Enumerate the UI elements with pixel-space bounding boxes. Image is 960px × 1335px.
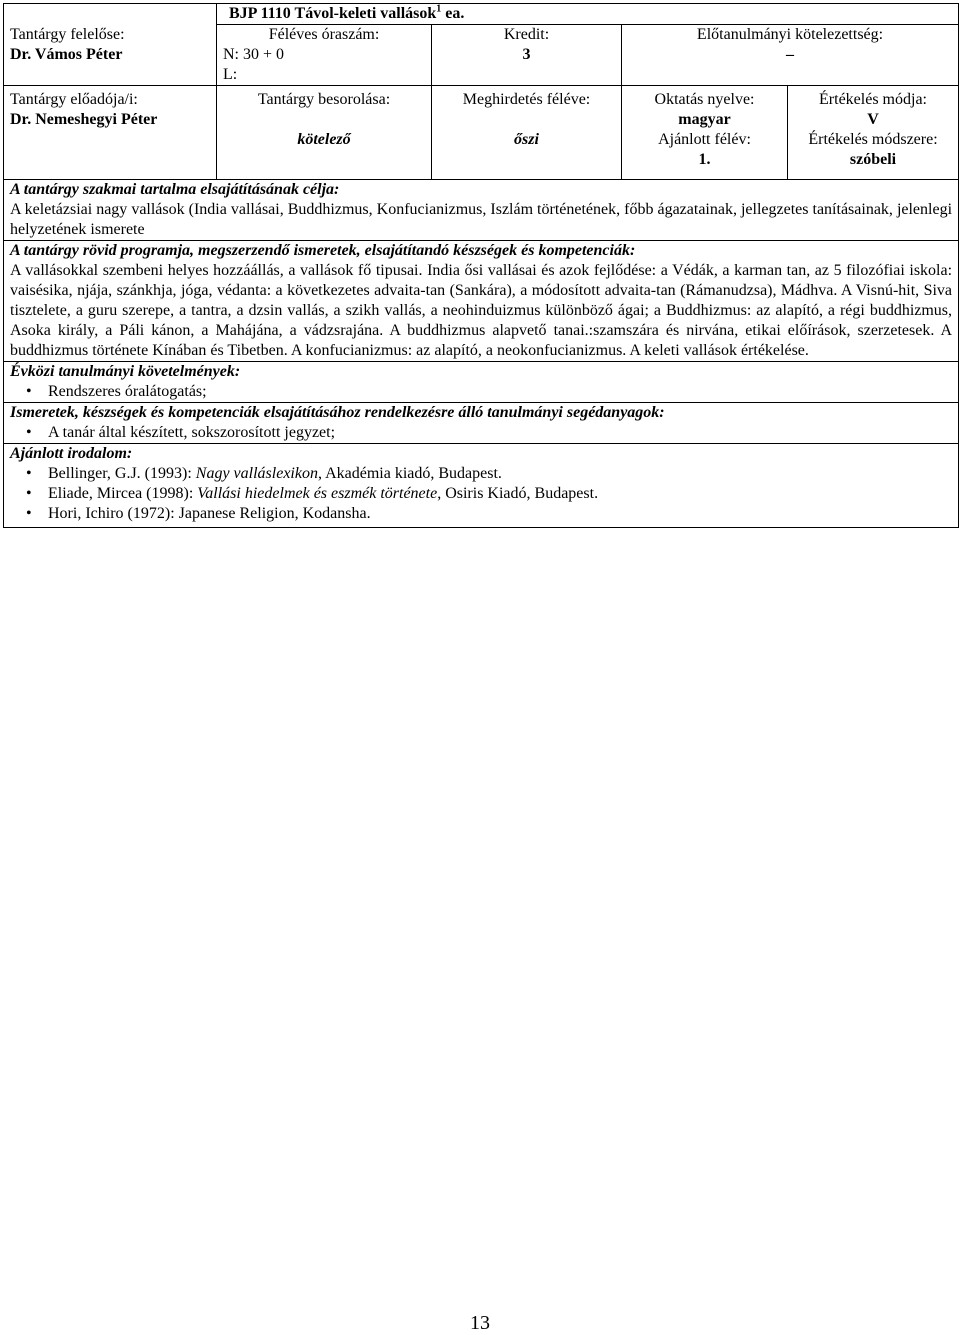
literature-heading: Ajánlott irodalom: [10,445,133,462]
language-value: magyar [678,111,731,128]
lecturer-name: Dr. Nemeshegyi Péter [10,111,158,128]
literature-item: • Hori, Ichiro (1972): Japanese Religion, Kodansha. [10,504,952,524]
responsible-cell [4,25,217,86]
language-cell [622,86,788,180]
literature-list [10,464,952,524]
recommended-value: 1. [698,151,711,168]
classification-label: Tantárgy besorolása: [257,91,391,108]
lecturer-cell [4,86,217,180]
title-footnote: 1 [436,3,442,15]
literature-section [4,444,959,528]
course-type: ea. [445,5,465,22]
lecturer-label: Tantárgy előadója/i: [10,91,138,108]
prereq-value: – [786,46,795,63]
prereq-cell [622,25,959,86]
course-code: BJP 1110 [229,5,291,22]
hours-label: Féléves óraszám: [268,26,380,43]
eval-method-value: szóbeli [849,151,897,168]
semester-label: Meghirdetés féléve: [462,91,591,108]
course-title: Távol-keleti vallások [294,5,437,22]
materials-heading: Ismeretek, készségek és kompetenciák elsajátításához rendelkezésre álló tanulmányi segédanyagok: [10,404,665,421]
eval-mode-label: Értékelés módja: [819,91,927,108]
course-header [217,4,959,25]
program-text: A vallásokkal szembeni helyes hozzáállás, a vallások fő tipusai. India ősi vallásai és azok fejlődése: a Védák, a karman tan, az 5 filozófiai iskola: vaisésika, njája, szánkhja, jóga, védanta: a következetes advaita-tan (Sankára), a módosított advaita-tan (Rámanudzsa), Mádhva. A Visnú-hit, Siva tisztelete, a guru szerepe, a tantra, a dzsin vallás, a szikh vallás, a neohinduizmus különböző ágai; a Buddhizmus: az alapító, a régi buddhizmus, Asoka király, a Páli kánon, a Mahájána, a vádzsrajána. A buddhizmus alapvető tanai.:szamszára és nirvána, etikai előírások, szerzetesek. A buddhizmus története Kínában és Tibetben. A konfucianizmus: az alapító, a neokonfucianizmus. A keleti vallások értékelése. [10,262,953,359]
hours-l: L: [223,66,238,83]
book-title: Vallási hiedelmek és eszmék története [197,485,438,502]
classification-cell [217,86,432,180]
prereq-label: Előtanulmányi kötelezettség: [696,26,884,43]
materials-list [10,423,952,443]
responsible-label: Tantárgy felelőse: [10,25,125,43]
eval-method-label: Értékelés módszere: [808,131,938,148]
credit-value: 3 [522,46,531,63]
program-section [4,241,959,362]
credit-label: Kredit: [503,26,550,43]
semester-value: őszi [514,131,539,148]
materials-section [4,403,959,444]
requirements-section [4,362,959,403]
semester-cell [432,86,622,180]
hours-cell [217,25,432,86]
hours-n: N: 30 + 0 [223,46,285,63]
goal-text: A keletázsiai nagy vallások (India vallásai, Buddhizmus, Konfucianizmus, Iszlám történetének, főbb ágazatainak, jellegzetes tanításainak, jelenlegi helyzetének ismerete [10,201,953,238]
language-label: Oktatás nyelve: [654,91,755,108]
eval-cell [788,86,959,180]
requirements-list [10,382,952,402]
literature-item: • Bellinger, G.J. (1993): Nagy valláslexikon, Akadémia kiadó, Budapest. [10,464,952,484]
literature-item: • Eliade, Mircea (1998): Vallási hiedelmek és eszmék története, Osiris Kiadó, Budapest. [10,484,952,504]
eval-mode-value: V [867,111,879,128]
list-item: • A tanár által készített, sokszorosított jegyzet; [10,423,952,443]
program-heading: A tantárgy rövid programja, megszerzendő ismeretek, elsajátítandó készségek és kompetenciák: [10,242,636,259]
goal-section [4,180,959,241]
book-title: Nagy valláslexikon [195,465,318,482]
page-number: 13 [470,1312,490,1334]
recommended-label: Ajánlott félév: [658,131,751,148]
classification-value: kötelező [297,131,351,148]
credit-cell [432,25,622,86]
list-item: • Rendszeres óralátogatás; [10,382,952,402]
goal-heading: A tantárgy szakmai tartalma elsajátításának célja: [10,181,340,198]
responsible-name: Dr. Vámos Péter [10,45,123,63]
requirements-heading: Évközi tanulmányi követelmények: [10,363,241,380]
course-table [3,3,959,528]
